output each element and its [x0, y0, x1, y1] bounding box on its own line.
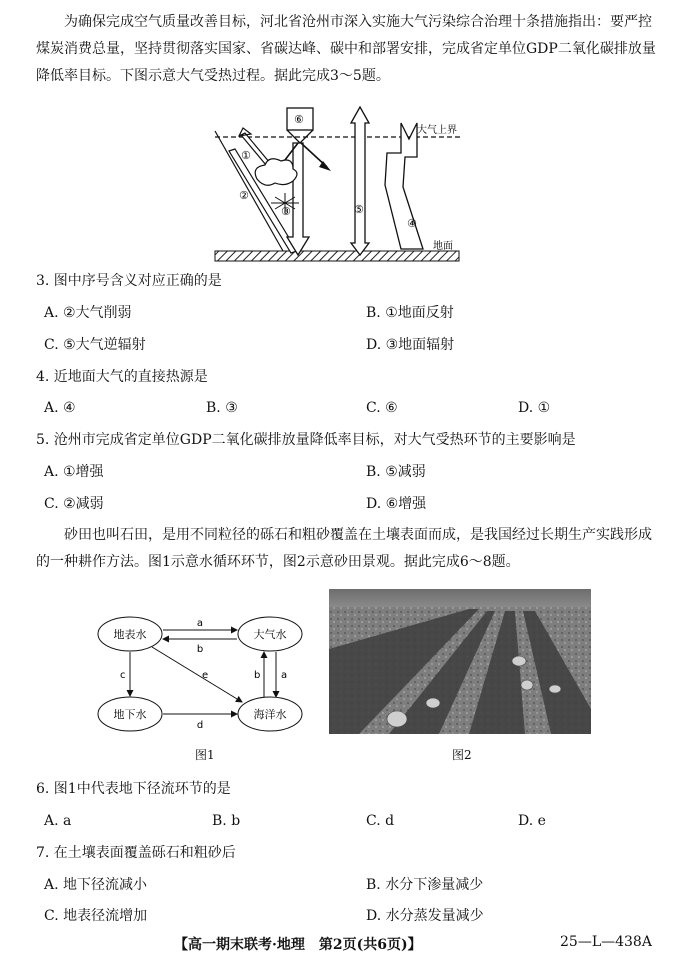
svg-text:b: b	[196, 644, 204, 655]
q6-option-a[interactable]: A. a	[44, 813, 72, 829]
q3-option-c[interactable]: C. ⑤大气逆辐射	[44, 337, 146, 353]
q5-option-c[interactable]: C. ②减弱	[44, 496, 104, 512]
q4-option-c[interactable]: C. ⑥	[366, 400, 398, 416]
ground-surface	[215, 251, 459, 261]
q6-option-b[interactable]: B. b	[212, 813, 241, 829]
q6-stem: 6. 图1中代表地下径流环节的是	[36, 781, 231, 797]
svg-text:e: e	[202, 670, 209, 681]
cloud	[255, 159, 297, 186]
q7-option-d[interactable]: D. 水分蒸发量减少	[366, 908, 484, 924]
q5-option-d[interactable]: D. ⑥增强	[366, 496, 427, 512]
intro-paragraph-1: 为确保完成空气质量改善目标，河北省沧州市深入实施大气污染综合治理十条措施指出：要严控煤炭消费总量，坚持贯彻落实国家、省碳达峰、碳中和部署安排，完成省定单位GDP二氧化碳排放量降低率目标。下图示意大气受热过程。据此完成3～5题。	[36, 14, 656, 84]
q3-option-b[interactable]: B. ①地面反射	[366, 305, 454, 321]
svg-text:a: a	[196, 618, 204, 629]
sand-field-photo	[329, 589, 591, 734]
q4-option-a[interactable]: A. ④	[44, 400, 76, 416]
water-cycle-diagram	[94, 610, 314, 735]
label-6: ⑥	[294, 113, 304, 126]
ground-label: 地面	[433, 241, 453, 252]
footer-page-info: 【高一期末联考·地理 第2页(共6页)】	[174, 937, 422, 953]
footer-code: 25—L—438A	[560, 934, 652, 950]
label-1: ①	[241, 149, 251, 162]
q4-option-b[interactable]: B. ③	[206, 400, 238, 416]
label-5: ⑤	[354, 203, 364, 216]
q7-option-a[interactable]: A. 地下径流减小	[44, 877, 148, 893]
solar-down-arrow	[287, 143, 309, 255]
atmosphere-top-label: 大气上界	[417, 125, 457, 136]
q4-stem: 4. 近地面大气的直接热源是	[36, 369, 208, 385]
q5-option-b[interactable]: B. ⑤减弱	[366, 464, 426, 480]
figure-1-caption: 图1	[195, 748, 215, 762]
svg-text:a: a	[281, 670, 288, 681]
atmosphere-heating-diagram	[205, 103, 470, 265]
label-3: ③	[281, 205, 291, 218]
svg-text:c: c	[120, 670, 126, 681]
label-4: ④	[407, 217, 417, 230]
svg-text:d: d	[196, 720, 204, 731]
svg-text:大气水: 大气水	[253, 628, 287, 641]
q7-stem: 7. 在土壤表面覆盖砾石和粗砂后	[36, 845, 236, 861]
label-2: ②	[239, 189, 249, 202]
q5-stem: 5. 沧州市完成省定单位GDP二氧化碳排放量降低率目标，对大气受热环节的主要影响是	[36, 432, 576, 448]
arrow-4	[385, 123, 423, 249]
svg-text:海洋水: 海洋水	[253, 708, 287, 721]
arrow-5	[351, 107, 369, 255]
svg-text:b: b	[254, 670, 261, 681]
svg-text:地表水: 地表水	[113, 628, 147, 641]
q6-option-c[interactable]: C. d	[366, 813, 395, 829]
q7-option-b[interactable]: B. 水分下渗量减少	[366, 877, 484, 893]
svg-text:地下水: 地下水	[113, 708, 147, 721]
q7-option-c[interactable]: C. 地表径流增加	[44, 908, 148, 924]
q3-option-a[interactable]: A. ②大气削弱	[44, 305, 132, 321]
intro-paragraph-2: 砂田也叫石田，是用不同粒径的砾石和粗砂覆盖在土壤表面而成，是我国经过长期生产实践形成的一种耕作方法。图1示意水循环环节，图2示意砂田景观。据此完成6～8题。	[36, 527, 652, 570]
q3-stem: 3. 图中序号含义对应正确的是	[36, 273, 222, 289]
q3-option-d[interactable]: D. ③地面辐射	[366, 337, 455, 353]
q4-option-d[interactable]: D. ①	[518, 400, 551, 416]
q5-option-a[interactable]: A. ①增强	[44, 464, 104, 480]
q6-option-d[interactable]: D. e	[518, 813, 546, 829]
figure-2-caption: 图2	[452, 748, 472, 762]
